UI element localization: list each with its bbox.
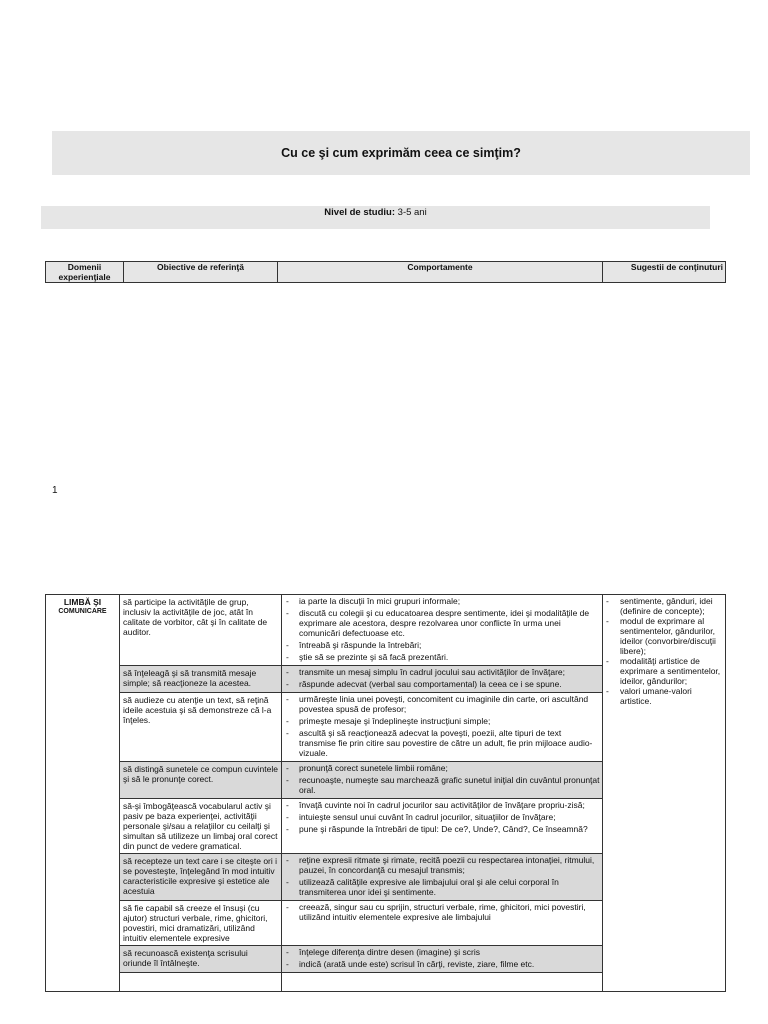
behaviors-cell — [282, 693, 603, 762]
header-row — [46, 262, 726, 283]
behavior-item: - ia parte la discuţii în mici grupuri informale; — [284, 596, 600, 606]
behavior-item: - discută cu colegii şi cu educatoarea despre sentimente, idei şi modalităţile de exprimare ale acestora, despre rezolvarea unor conflicte în urma unei comunicări defectuoase etc. — [284, 608, 600, 638]
objective-cell: să audieze cu atenţie un text, să reţină ideile acestuia şi să demonstreze că l-a înţeles. — [120, 693, 282, 762]
behavior-item: - intuieşte sensul unui cuvânt în cadrul jocurilor, situaţiilor de învăţare; — [284, 812, 600, 822]
objective-cell: să recunoască existenţa scrisului oriunde îl întâlneşte. — [120, 946, 282, 973]
behavior-item: - ascultă şi să reacţionează adecvat la poveşti, poezii, alte tipuri de text transmise fie prin citire sau povestire de către un adult, fie prin mijloace audio-vizuale. — [284, 728, 600, 758]
behaviors-cell — [282, 854, 603, 901]
page-title: Cu ce şi cum exprimăm ceea ce simţim? — [281, 146, 521, 160]
objective-cell: să fie capabil să creeze el însuşi (cu ajutor) structuri verbale, rime, ghicitori, povestiri, mici dramatizări, utilizând intuitiv elementele expresive — [120, 901, 282, 946]
behavior-item: - utilizează calităţile expresive ale limbajului oral şi ale celui corporal în transmiterea unor idei şi sentimente. — [284, 877, 600, 897]
suggestions-cell — [603, 595, 726, 992]
header-domains: Domenii experienţiale — [46, 262, 124, 283]
behavior-item: - reţine expresii ritmate şi rimate, recită poezii cu respectarea intonaţiei, ritmului, pauzei, în concordanţă cu mesajul transmis; — [284, 855, 600, 875]
behavior-item: - recunoaşte, numeşte sau marchează grafic sunetul iniţial din cuvântul pronunţat oral. — [284, 775, 600, 795]
curriculum-header-table — [45, 261, 726, 283]
page-title-banner — [52, 131, 750, 175]
behavior-item: - primeşte mesaje şi îndeplineşte instrucţiuni simple; — [284, 716, 600, 726]
behavior-item: - înţelege diferenţa dintre desen (imagine) şi scris — [284, 947, 600, 957]
behaviors-cell-empty — [282, 973, 603, 992]
objective-cell-empty — [120, 973, 282, 992]
behavior-item: - indică (arată unde este) scrisul în cărţi, reviste, ziare, filme etc. — [284, 959, 600, 969]
header-suggestions: Sugestii de conţinuturi — [603, 262, 726, 283]
behavior-item: - învaţă cuvinte noi în cadrul jocurilor sau activităţilor de învăţare propriu-zisă; — [284, 800, 600, 810]
behavior-item: - transmite un mesaj simplu în cadrul jocului sau activităţilor de învăţare; — [284, 667, 600, 677]
curriculum-table — [45, 594, 726, 992]
behavior-item: - răspunde adecvat (verbal sau comportamental) la ceea ce i se spune. — [284, 679, 600, 689]
behaviors-cell — [282, 901, 603, 946]
domain-cell — [46, 595, 120, 992]
objective-cell: să recepteze un text care i se citeşte ori i se povesteşte, înţelegând în mod intuitiv caracteristicile expresive şi estetice ale acestuia — [120, 854, 282, 901]
behavior-item: - pune şi răspunde la întrebări de tipul: De ce?, Unde?, Când?, Ce înseamnă? — [284, 824, 600, 834]
behaviors-cell — [282, 946, 603, 973]
suggestion-item: - modalităţi artistice de exprimare a sentimentelor, ideilor, gândurilor; — [606, 656, 722, 686]
study-level-banner — [41, 206, 710, 229]
domain-line1: LIMBĂ ŞI — [63, 597, 102, 607]
suggestion-item: - sentimente, gânduri, idei (definire de concepte); — [606, 596, 722, 616]
behavior-item: - ştie să se prezinte şi să facă prezentări. — [284, 652, 600, 662]
page-number: 1 — [52, 485, 58, 496]
objective-cell: să înţeleagă şi să transmită mesaje simple; să reacţioneze la acestea. — [120, 666, 282, 693]
table-row — [46, 595, 726, 666]
objective-cell: să distingă sunetele ce compun cuvintele şi să le pronunţe corect. — [120, 762, 282, 799]
objective-cell: să-şi îmbogăţească vocabularul activ şi pasiv pe baza experienţei, activităţii personale şi/sau a relaţiilor cu ceilalţi şi simultan să utilizeze un limbaj oral corect din punct de vedere gramatical. — [120, 799, 282, 854]
behaviors-cell — [282, 666, 603, 693]
study-level-value: 3-5 ani — [397, 207, 427, 218]
header-objectives: Obiective de referinţă — [124, 262, 278, 283]
behavior-item: - pronunţă corect sunetele limbii române; — [284, 763, 600, 773]
suggestion-item: - modul de exprimare al sentimentelor, gândurilor, ideilor (convorbire/discuţii libere); — [606, 616, 722, 656]
domain-line2: COMUNICARE — [58, 608, 107, 615]
behavior-item: - creează, singur sau cu sprijin, structuri verbale, rime, ghicitori, mici povestiri, utilizând intuitiv elementele expresive ale limbajului — [284, 902, 600, 922]
behaviors-cell — [282, 762, 603, 799]
behavior-item: - urmăreşte linia unei poveşti, concomitent cu imaginile din carte, ori ascultând povestea spusă de profesor; — [284, 694, 600, 714]
behaviors-cell — [282, 799, 603, 854]
header-behaviors: Comportamente — [278, 262, 603, 283]
behaviors-cell — [282, 595, 603, 666]
behavior-item: - întreabă şi răspunde la întrebări; — [284, 640, 600, 650]
suggestion-item: - valori umane-valori artistice. — [606, 686, 722, 706]
objective-cell: să participe la activităţile de grup, inclusiv la activităţile de joc, atât în calitate de vorbitor, cât şi în calitate de auditor. — [120, 595, 282, 666]
study-level-label: Nivel de studiu: — [324, 207, 396, 218]
